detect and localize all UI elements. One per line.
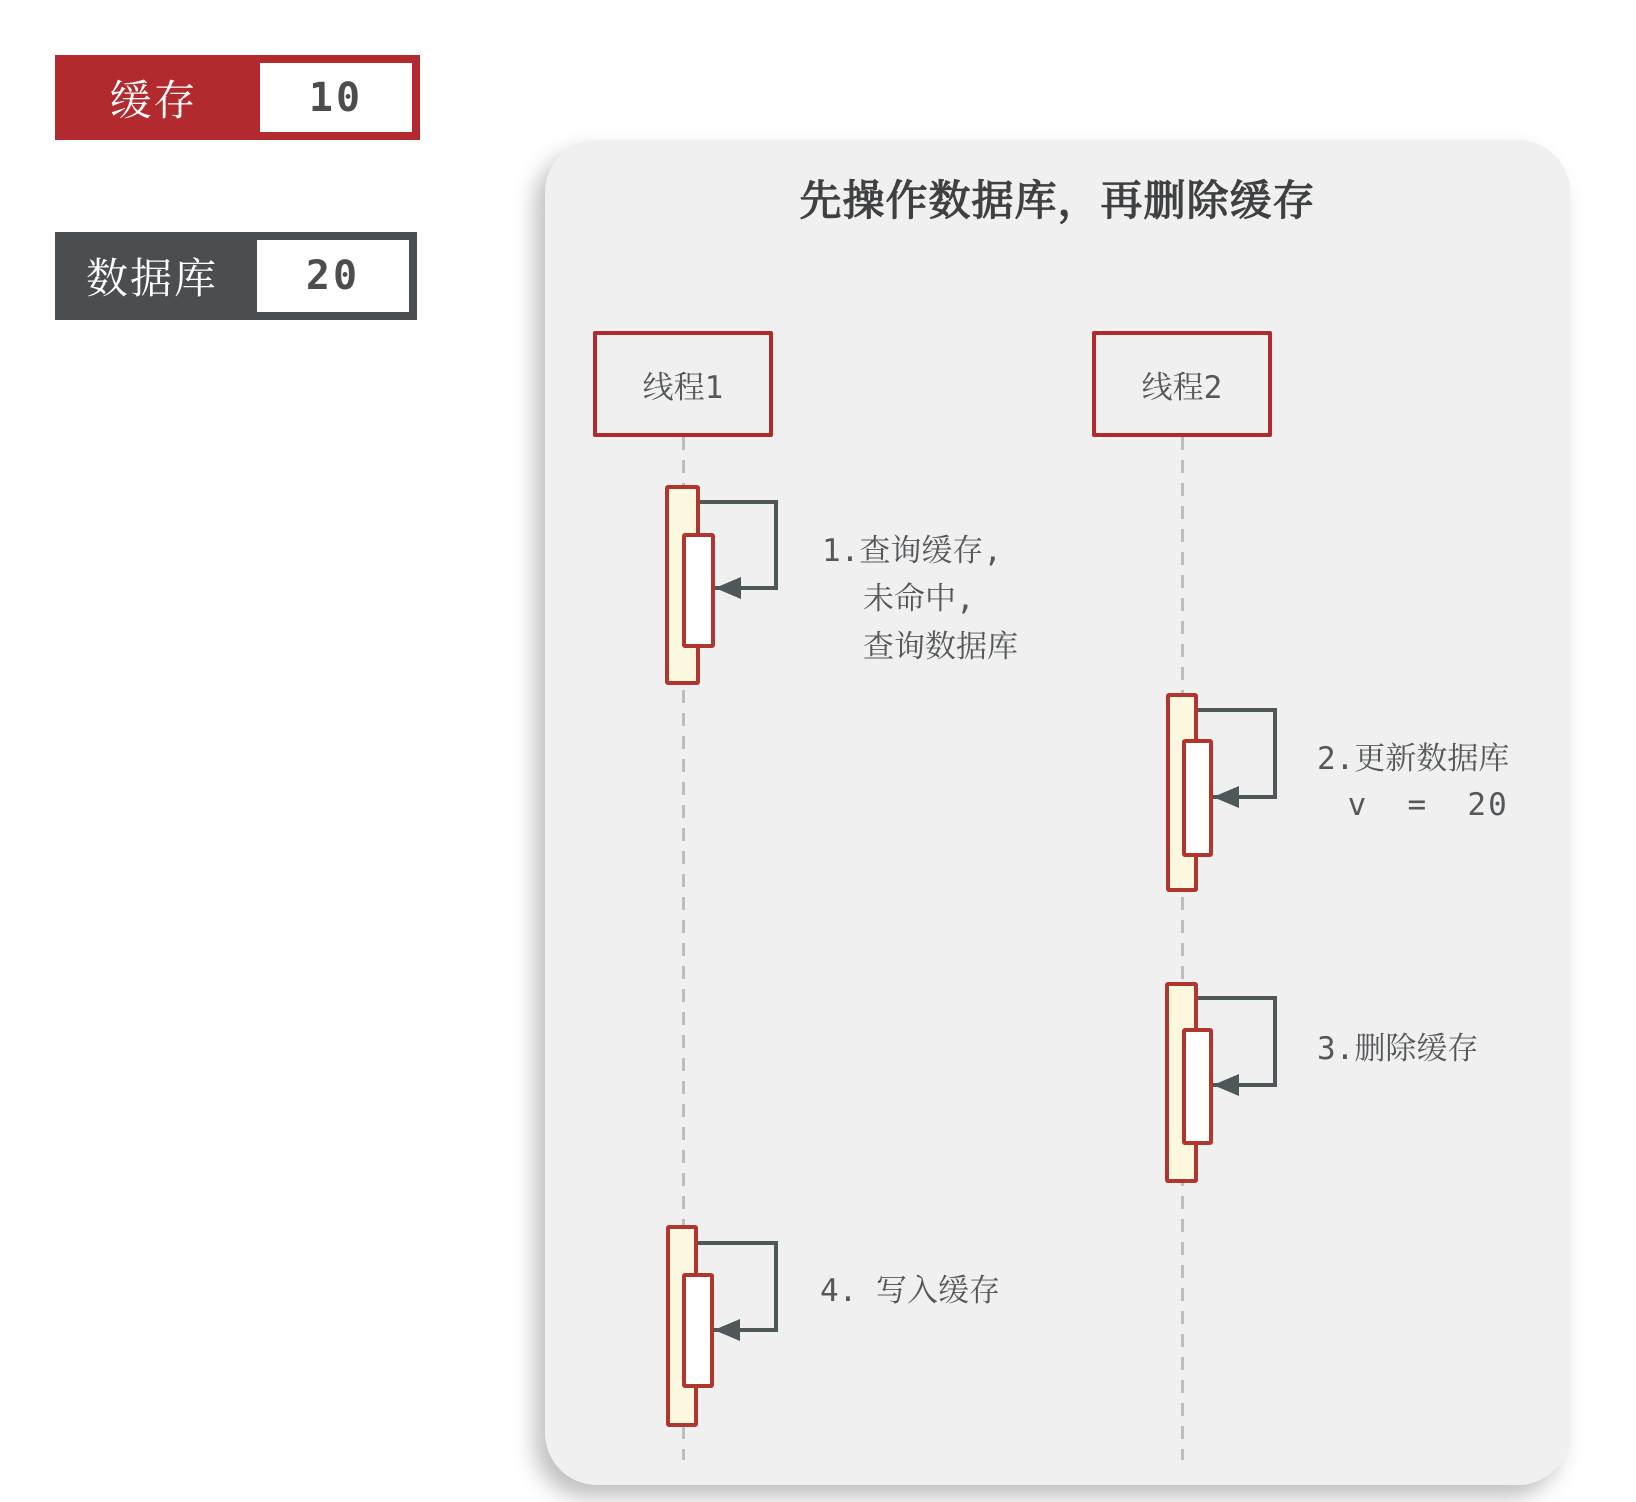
actor-thread2-label: 线程2 (1141, 369, 1223, 406)
database-value: 20 (257, 240, 409, 312)
self-call-arrow-step3 (1198, 996, 1277, 1087)
actor-thread2 (1092, 331, 1272, 437)
database-label: 数据库 (85, 254, 218, 303)
step2-line2: v = 20 (1347, 787, 1509, 823)
step4-label (820, 1268, 1000, 1314)
self-call-arrow-step1 (700, 500, 778, 590)
cache-label: 缓存 (109, 75, 198, 125)
step3-label (1317, 1026, 1478, 1072)
step1-label (822, 527, 1018, 671)
step1-line2: 未命中, (863, 581, 975, 617)
lifeline-thread2 (1181, 437, 1184, 1460)
diagram-title: 先操作数据库，再删除缓存 (799, 176, 1316, 225)
step1-line1: 1.查询缓存, (822, 533, 1002, 569)
arrowhead-icon (1213, 1074, 1239, 1096)
self-call-arrow-step4 (698, 1241, 778, 1332)
arrowhead-icon (1213, 786, 1239, 808)
step3-line1: 3.删除缓存 (1317, 1031, 1479, 1067)
actor-thread1-label: 线程1 (642, 369, 724, 406)
cache-state-badge (55, 55, 420, 140)
step1-line3: 查询数据库 (863, 629, 1018, 665)
step2-label (1317, 736, 1509, 828)
arrowhead-icon (714, 1319, 740, 1341)
database-state-badge (55, 232, 417, 320)
cache-value: 10 (260, 63, 412, 132)
sequence-diagram-panel (545, 140, 1570, 1485)
step2-line1: 2.更新数据库 (1317, 741, 1510, 777)
arrowhead-icon (715, 577, 741, 599)
actor-thread1 (593, 331, 773, 437)
step4-line1: 4. 写入缓存 (820, 1273, 1000, 1309)
self-call-arrow-step2 (1198, 708, 1277, 799)
